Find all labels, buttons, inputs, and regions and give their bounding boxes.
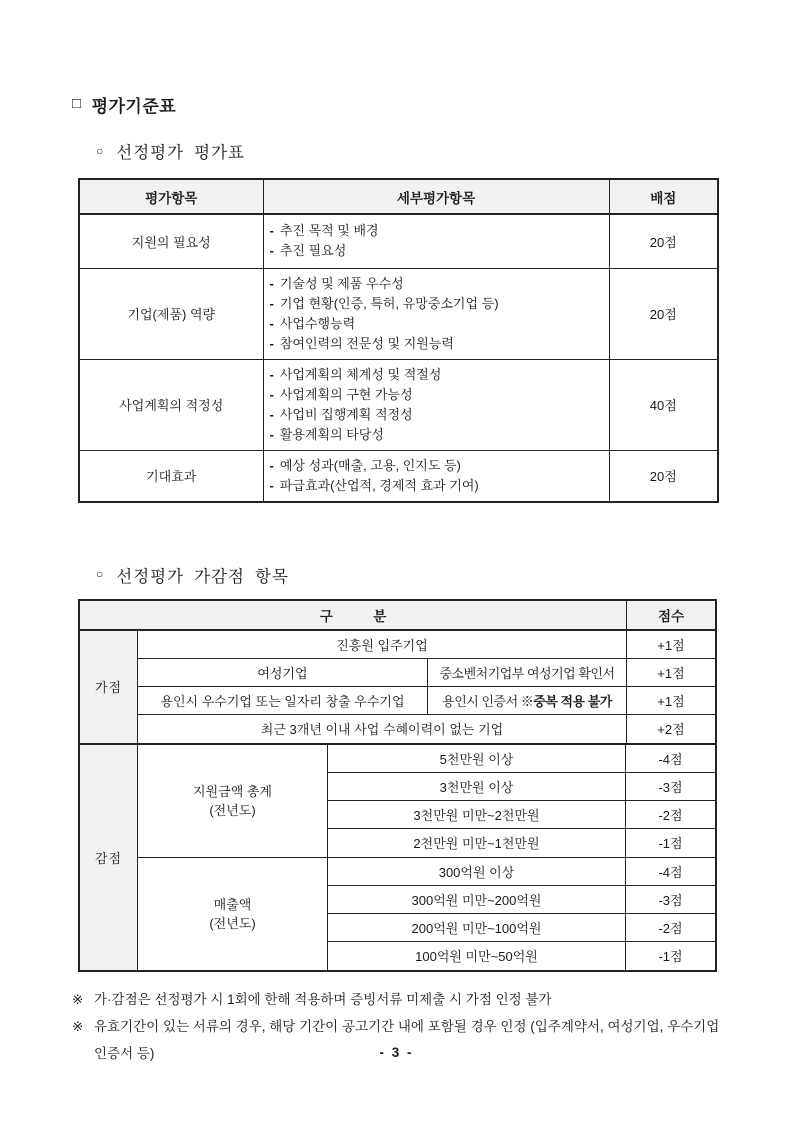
bonus-section-label: 가점 xyxy=(80,631,138,743)
criterion-cell: 최근 3개년 이내 사업 수혜이력이 없는 기업 xyxy=(138,715,627,743)
detail-cell xyxy=(263,214,609,268)
bonus-penalty-table xyxy=(78,599,717,972)
group-rows xyxy=(328,858,715,970)
detail-text: 추진 필요성 xyxy=(279,243,347,259)
detail-line xyxy=(270,221,605,241)
column-header-score: 배점 xyxy=(609,179,718,214)
reference-mark-icon: ※ xyxy=(72,991,84,1007)
table-row xyxy=(328,858,715,886)
item-cell: 기대효과 xyxy=(79,450,263,502)
detail-text: 기업 현황(인증, 특허, 유망중소기업 등) xyxy=(279,295,499,311)
table-row xyxy=(328,914,715,942)
criterion-cell: 300억원 미만~200억원 xyxy=(328,886,626,913)
dash-bullet-icon: - xyxy=(269,426,274,442)
criterion-cell: 200억원 미만~100억원 xyxy=(328,914,626,941)
detail-cell xyxy=(263,268,609,359)
table-row xyxy=(138,715,715,743)
detail-text: 파급효과(산업적, 경제적 효과 기여) xyxy=(279,477,479,493)
score-cell: +1점 xyxy=(657,637,685,653)
group-category-line: (전년도) xyxy=(209,915,256,931)
circle-bullet-icon: ○ xyxy=(96,143,105,158)
table-row xyxy=(328,773,715,801)
subsection-heading-text: 선정평가 가감점 항목 xyxy=(116,566,289,586)
detail-line xyxy=(270,241,605,261)
score-cell: +1점 xyxy=(657,665,685,681)
table-row xyxy=(138,659,715,687)
detail-cell xyxy=(263,450,609,502)
score-cell: -4점 xyxy=(658,751,683,767)
detail-line xyxy=(270,456,605,476)
page-number: - 3 - xyxy=(379,1045,414,1060)
group-category-line: (전년도) xyxy=(209,802,256,818)
table-row xyxy=(79,359,718,450)
detail-line xyxy=(270,274,605,294)
table-header xyxy=(79,179,718,214)
detail-text: 사업비 집행계획 적정성 xyxy=(279,406,413,422)
table-header-row xyxy=(79,179,718,214)
detail-line xyxy=(270,314,605,334)
score-cell: +2점 xyxy=(657,722,685,737)
dash-bullet-icon: - xyxy=(269,315,274,331)
dash-bullet-icon: - xyxy=(269,386,274,402)
evaluation-criteria-table xyxy=(78,178,719,503)
detail-line xyxy=(270,294,605,314)
table-row xyxy=(328,801,715,829)
detail-line xyxy=(270,405,605,425)
detail-line xyxy=(270,365,605,385)
footnote-text: 유효기간이 있는 서류의 경우, 해당 기간이 공고기간 내에 포함될 경우 인정 (입주계약서, 여성기업, 우수기업 인증서 등) xyxy=(94,1018,720,1061)
penalty-rows xyxy=(138,745,715,970)
score-cell: -3점 xyxy=(658,779,683,795)
criterion-cell: 5천만원 이상 xyxy=(328,745,626,772)
footnote-text: 가·감점은 선정평가 시 1회에 한해 적용하며 증빙서류 미제출 시 가점 인정 불가 xyxy=(94,991,552,1007)
penalty-section xyxy=(80,743,715,970)
table-row xyxy=(328,745,715,773)
reference-mark-icon: ※ xyxy=(72,1018,84,1034)
document-cell: 중소벤처기업부 여성기업 확인서 xyxy=(428,659,627,686)
detail-text: 사업계획의 구현 가능성 xyxy=(279,386,413,402)
detail-line xyxy=(270,334,605,354)
group-rows xyxy=(328,745,715,857)
penalty-group-revenue xyxy=(138,857,715,970)
detail-text: 기술성 및 제품 우수성 xyxy=(279,275,404,291)
column-header-category: 구 분 xyxy=(80,601,627,629)
score-cell: 40점 xyxy=(609,359,718,450)
criterion-cell: 3천만원 미만~2천만원 xyxy=(328,801,626,828)
document-cell xyxy=(428,687,627,714)
penalty-section-label: 감점 xyxy=(80,745,138,970)
score-cell: +1점 xyxy=(657,693,685,709)
section-heading xyxy=(72,92,793,117)
footnote xyxy=(72,986,722,1013)
table-header-row xyxy=(80,601,715,631)
score-cell: 20점 xyxy=(609,268,718,359)
item-cell: 사업계획의 적정성 xyxy=(79,359,263,450)
detail-cell xyxy=(263,359,609,450)
dash-bullet-icon: - xyxy=(269,223,274,239)
score-cell: -3점 xyxy=(658,892,683,908)
detail-text: 활용계획의 타당성 xyxy=(279,426,384,442)
column-header-item: 평가항목 xyxy=(79,179,263,214)
detail-line xyxy=(270,425,605,445)
detail-line xyxy=(270,476,605,496)
bonus-rows xyxy=(138,631,715,743)
group-category-line: 매출액 xyxy=(213,896,252,912)
document-text: 용인시 인증서 ※ xyxy=(442,693,534,709)
detail-text: 추진 목적 및 배경 xyxy=(279,223,379,239)
subsection-heading-text: 선정평가 평가표 xyxy=(116,143,245,162)
score-cell: -2점 xyxy=(658,920,683,936)
score-cell: -4점 xyxy=(658,864,683,880)
criterion-cell: 300억원 이상 xyxy=(328,858,626,885)
criterion-cell: 진흥원 입주기업 xyxy=(138,631,627,658)
square-bullet-icon: □ xyxy=(72,95,82,112)
table-row xyxy=(138,631,715,659)
score-cell: 20점 xyxy=(609,450,718,502)
column-header-score: 점수 xyxy=(657,608,685,624)
criterion-cell: 2천만원 미만~1천만원 xyxy=(328,829,626,857)
dash-bullet-icon: - xyxy=(269,335,274,351)
criterion-cell: 100억원 미만~50억원 xyxy=(328,942,626,970)
dash-bullet-icon: - xyxy=(269,457,274,473)
bonus-section xyxy=(80,631,715,743)
detail-text: 예상 성과(매출, 고용, 인지도 등) xyxy=(279,457,461,473)
score-cell: -1점 xyxy=(658,949,683,964)
item-cell: 지원의 필요성 xyxy=(79,214,263,268)
detail-text: 참여인력의 전문성 및 지원능력 xyxy=(279,335,454,351)
detail-line xyxy=(270,385,605,405)
item-cell: 기업(제품) 역량 xyxy=(79,268,263,359)
table-row xyxy=(328,942,715,970)
criterion-cell: 3천만원 이상 xyxy=(328,773,626,800)
section-heading-text: 평가기준표 xyxy=(91,97,177,116)
penalty-group-funding xyxy=(138,745,715,857)
column-header-detail: 세부평가항목 xyxy=(263,179,609,214)
table-row xyxy=(79,450,718,502)
circle-bullet-icon: ○ xyxy=(96,567,105,581)
score-cell: 20점 xyxy=(609,214,718,268)
group-category-cell xyxy=(138,745,328,857)
table-row xyxy=(328,886,715,914)
dash-bullet-icon: - xyxy=(269,406,274,422)
dash-bullet-icon: - xyxy=(269,243,274,259)
subsection-heading-bonus-penalty xyxy=(96,563,793,587)
dash-bullet-icon: - xyxy=(269,295,274,311)
subsection-heading-selection xyxy=(96,139,793,163)
detail-text: 사업수행능력 xyxy=(279,315,356,331)
criterion-cell: 용인시 우수기업 또는 일자리 창출 우수기업 xyxy=(138,687,428,714)
table-row xyxy=(79,214,718,268)
dash-bullet-icon: - xyxy=(269,477,274,493)
dash-bullet-icon: - xyxy=(269,366,274,382)
detail-text: 사업계획의 체계성 및 적절성 xyxy=(279,366,442,382)
group-category-line: 지원금액 총계 xyxy=(193,783,272,799)
criterion-cell: 여성기업 xyxy=(138,659,428,686)
table-row xyxy=(79,268,718,359)
no-duplicate-note: 중복 적용 불가 xyxy=(533,693,612,709)
score-cell: -2점 xyxy=(658,807,683,823)
group-category-cell xyxy=(138,858,328,970)
dash-bullet-icon: - xyxy=(269,275,274,291)
table-row xyxy=(328,829,715,857)
score-cell: -1점 xyxy=(658,836,683,851)
table-row xyxy=(138,687,715,715)
